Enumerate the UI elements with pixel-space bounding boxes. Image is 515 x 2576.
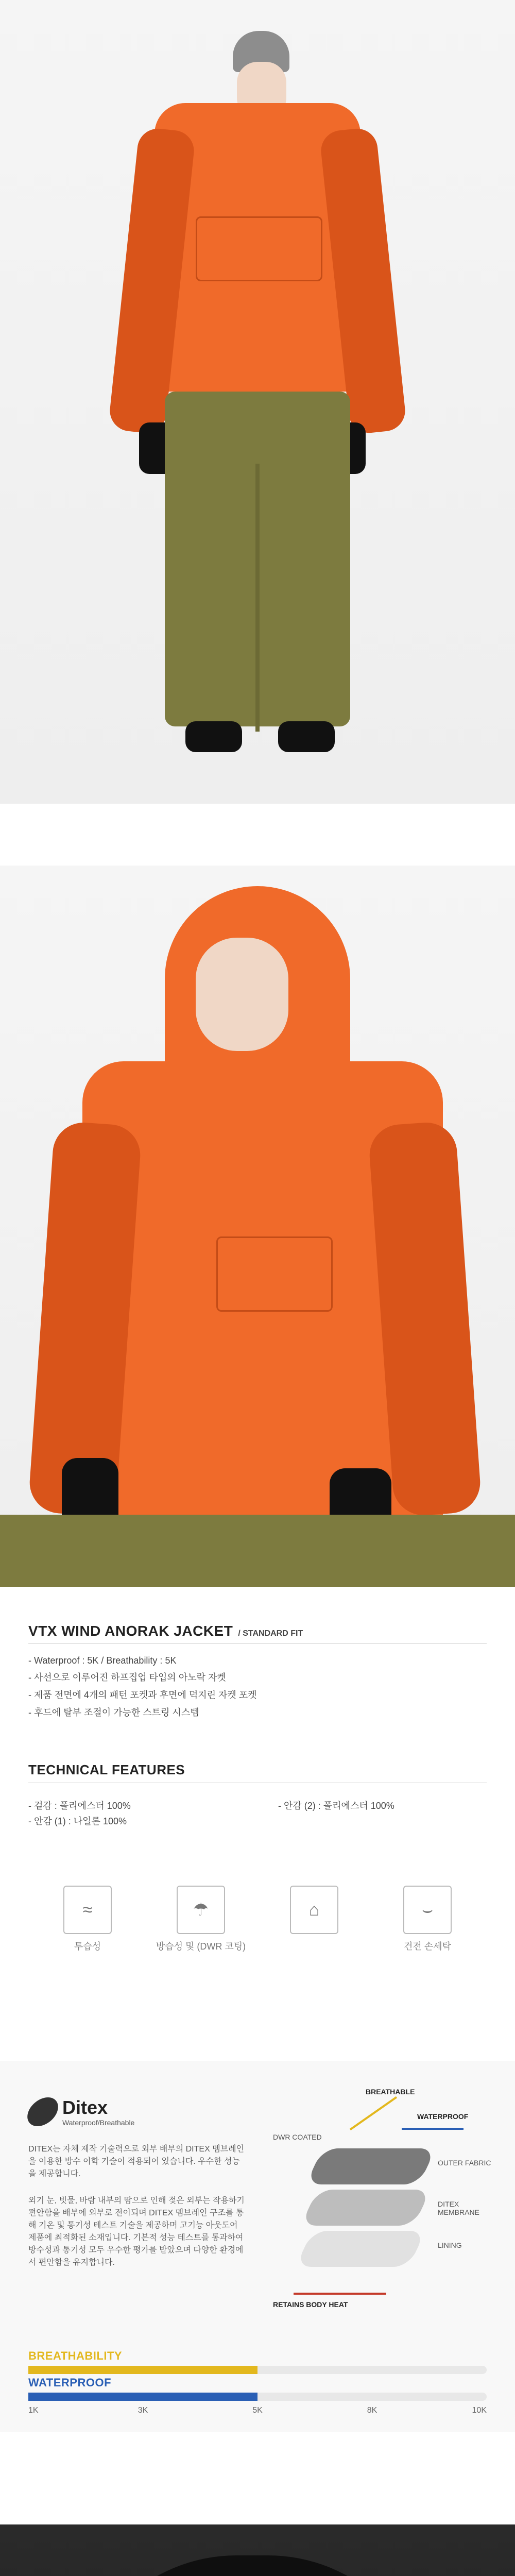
- wash-icon: ⌣: [403, 1886, 452, 1934]
- material-line: - 안감 (2) : 폴리에스터 100%: [278, 1801, 394, 1811]
- breathability-bar: [28, 2366, 487, 2374]
- tick-row: [28, 2406, 487, 2418]
- jacket-pocket: [196, 216, 322, 281]
- bullet: - 사선으로 이루어진 하프집업 타입의 아노락 자켓: [28, 1672, 226, 1683]
- water-icon: ≈: [63, 1886, 112, 1934]
- materials-right: [278, 1798, 394, 1814]
- retains-heat-arrow: [294, 2293, 386, 2295]
- feature-item: [154, 1886, 247, 1953]
- pants-split: [255, 464, 260, 732]
- bullet: - 제품 전면에 4개의 패턴 포켓과 후면에 덕지린 자켓 포켓: [28, 1690, 257, 1700]
- breathable-label: BREATHABLE: [366, 2088, 415, 2096]
- chest-pocket: [216, 1236, 333, 1312]
- product-bullets: [28, 1651, 257, 1723]
- breathability-label: BREATHABILITY: [28, 2349, 123, 2362]
- waterproof-label: WATERPROOF: [28, 2376, 112, 2389]
- feature-label: 건전 손세탁: [404, 1941, 451, 1952]
- wind-icon: ☂: [177, 1886, 225, 1934]
- divider: [28, 1643, 487, 1644]
- retains-label: RETAINS BODY HEAT: [273, 2300, 348, 2309]
- ditex-section: [0, 2061, 515, 2432]
- ditex-logo: [28, 2097, 134, 2127]
- lining-layer: [296, 2231, 426, 2267]
- membrane-label: DITEX MEMBRANE: [438, 2200, 479, 2216]
- hood: [72, 2555, 433, 2576]
- outer-label: OUTER FABRIC: [438, 2159, 491, 2167]
- ditex-para-1: DITEX는 자체 제작 기술력으로 외부 배부의 DITEX 멤브레인을 이용한 방수 이학 기술이 적용되어 있습니다. 우수한 성능을 제공합니다.: [28, 2145, 245, 2178]
- shoe-left: [185, 721, 242, 752]
- hero-photo-full-body: [0, 0, 515, 804]
- feature-label: 방습성 및 (DWR 코팅): [156, 1941, 246, 1952]
- materials-left: [28, 1798, 131, 1829]
- pants: [0, 1515, 515, 1587]
- waterproof-label: WATERPROOF: [417, 2112, 469, 2121]
- ditex-tagline: Waterproof/Breathable: [62, 2119, 135, 2127]
- detail-photo-hood-black: [0, 2524, 515, 2576]
- breathability-bar-fill: [28, 2366, 258, 2374]
- product-info: [0, 1602, 515, 1718]
- material-line: - 겉감 : 폴리에스터 100%: [28, 1801, 131, 1811]
- tick-label: 10K: [472, 2406, 487, 2415]
- feature-label: 투습성: [74, 1941, 101, 1952]
- outer-layer: [306, 2148, 436, 2184]
- feature-item: [268, 1886, 360, 1953]
- tick-label: 1K: [28, 2406, 39, 2415]
- bullet: - Waterproof : 5K / Breathability : 5K: [28, 1655, 177, 1666]
- technical-features: [0, 1752, 515, 2061]
- product-fit: / STANDARD FIT: [238, 1629, 303, 1638]
- membrane-diagram: [268, 2081, 494, 2349]
- bullet: - 후드에 탈부 조절이 가능한 스트링 시스템: [28, 1707, 199, 1718]
- lining-label: LINING: [438, 2241, 462, 2249]
- tick-label: 5K: [252, 2406, 263, 2415]
- material-line: - 안감 (1) : 나일론 100%: [28, 1816, 127, 1826]
- dwr-label: DWR COATED: [273, 2133, 322, 2141]
- membrane-layer: [301, 2190, 431, 2226]
- hanger-icon: ⌂: [290, 1886, 338, 1934]
- tick-label: 8K: [367, 2406, 377, 2415]
- ditex-brand: Ditex: [62, 2097, 108, 2118]
- hero-photo-hood-closeup: [0, 866, 515, 1587]
- waterproof-arrow: [402, 2128, 464, 2130]
- product-title: VTX WIND ANORAK JACKET: [28, 1623, 233, 1639]
- feature-item: [41, 1886, 134, 1953]
- waterproof-bar: [28, 2393, 487, 2401]
- tick-label: 3K: [138, 2406, 148, 2415]
- feature-item: [381, 1886, 474, 1953]
- breathable-arrow: [350, 2096, 397, 2130]
- feature-icons: [41, 1886, 474, 1953]
- ditex-para-2: 외기 눈, 빗물, 바람 내부의 땀으로 인해 젖은 외부는 작용하기 편안함을 배부에 외부로 전이되며 DITEX 멤브레인 구조를 통해 기온 및 통기성 테스트 기술을 제공하며 고기능 아웃도어 제품에 최적화된 소재입니다. 기본적 성능 테스트를 통과하여 방수성과 통기성 모두 우수한 평가를 받았으며 다양한 환경에서 편안함을 유지합니다.: [28, 2196, 245, 2267]
- technical-features-heading: TECHNICAL FEATURES: [28, 1762, 185, 1777]
- ditex-mark-icon: [23, 2097, 62, 2126]
- shoe-right: [278, 721, 335, 752]
- face: [196, 938, 288, 1051]
- waterproof-bar-fill: [28, 2393, 258, 2401]
